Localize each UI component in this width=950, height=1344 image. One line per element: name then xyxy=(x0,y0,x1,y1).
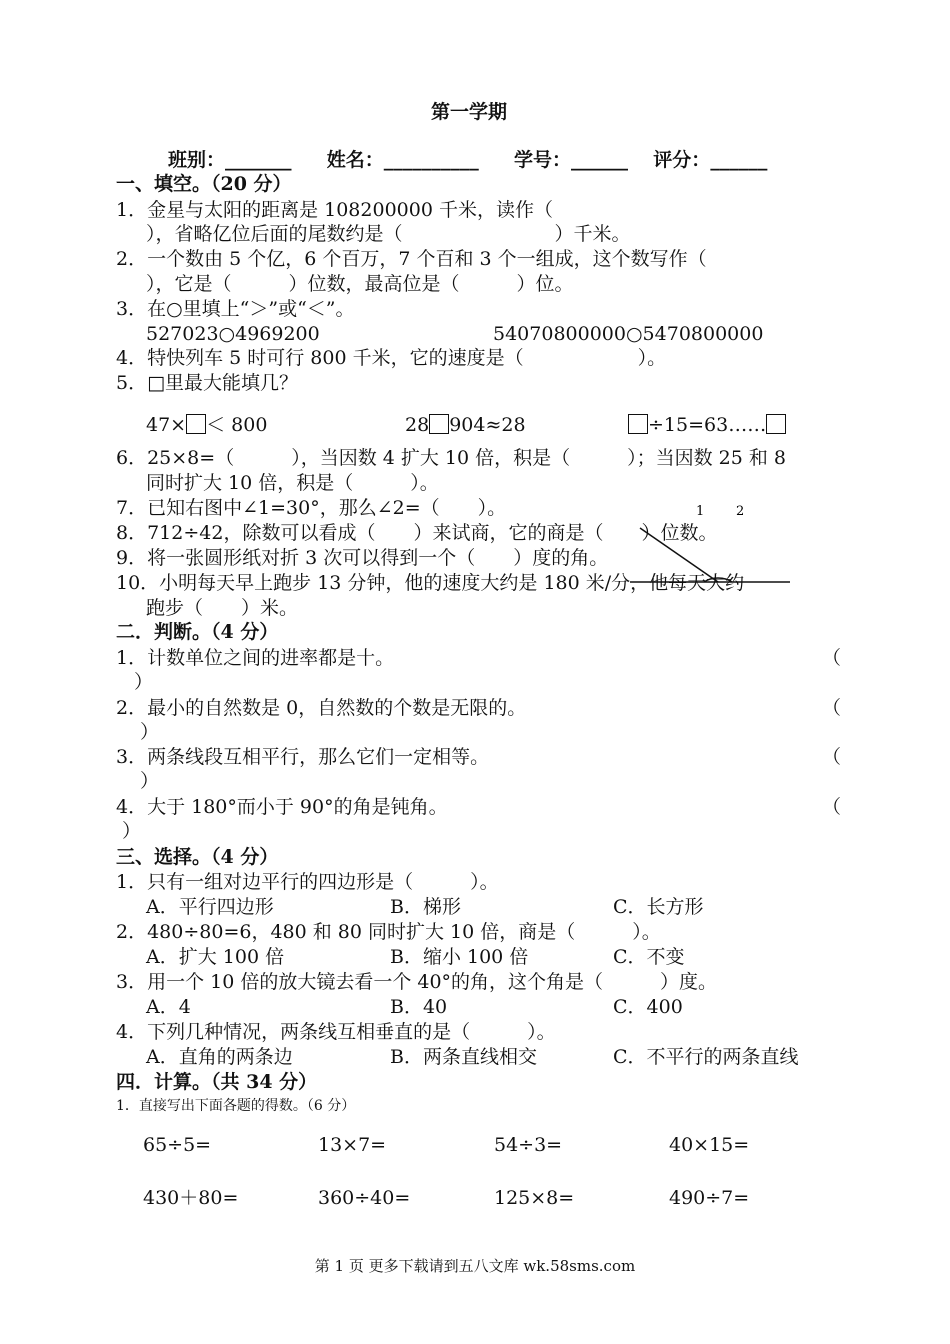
judge-q4-paren-open: （ xyxy=(822,796,842,818)
name-blank: __________ xyxy=(383,149,479,171)
judge-q3-paren-close: ） xyxy=(140,770,160,792)
fill-q2-line1: 2．一个数由 5 个亿，6 个百万，7 个百和 3 个一组成，这个数写作（ xyxy=(116,248,707,270)
calc-item: 54÷3= xyxy=(494,1134,563,1156)
fill-q1-line1: 1．金星与太阳的距离是 108200000 千米，读作（ xyxy=(116,199,553,221)
fill-q5-item-c xyxy=(628,413,786,438)
class-blank: _______ xyxy=(225,149,292,171)
choice-q4: 4．下列几种情况，两条线互相垂直的是（ ）。 xyxy=(116,1021,556,1043)
id-label: 学号： xyxy=(514,149,572,171)
answer-box xyxy=(429,414,449,434)
answer-box xyxy=(186,414,206,434)
fill-q2-line2: ），它是（ ）位数，最高位是（ ）位。 xyxy=(146,273,574,295)
choice-q2-a: A．扩大 100 倍 xyxy=(146,946,285,968)
judge-q4-paren-close: ） xyxy=(122,820,142,842)
calc-item: 65÷5= xyxy=(143,1134,212,1156)
judge-q1-paren-open: （ xyxy=(822,647,842,669)
fill-q3-right: 54070800000○5470800000 xyxy=(493,323,764,345)
q5b-left: 28 xyxy=(405,414,430,436)
judge-q1-paren-close: ） xyxy=(134,671,154,693)
fill-q3-left: 527023○4969200 xyxy=(146,323,320,345)
judge-q3-paren-open: （ xyxy=(822,746,842,768)
judge-q4: 4．大于 180°而小于 90°的角是钝角。 xyxy=(116,796,448,818)
q5c-mid: ÷15=63…… xyxy=(648,414,767,436)
angle-diagram xyxy=(630,500,790,590)
choice-q2: 2．480÷80=6，480 和 80 同时扩大 10 倍，商是（ ）。 xyxy=(116,921,661,943)
choice-q4-c: C．不平行的两条直线 xyxy=(613,1046,799,1068)
calc-item: 13×7= xyxy=(318,1134,387,1156)
page-footer: 第 1 页 更多下载请到五八文库 wk.58sms.com xyxy=(314,1257,636,1275)
judge-q2-paren-open: （ xyxy=(822,697,842,719)
fill-q9: 9．将一张圆形纸对折 3 次可以得到一个（ ）度的角。 xyxy=(116,547,609,569)
angle-slant-line xyxy=(640,528,718,582)
fill-q8: 8．712÷42，除数可以看成（ ）来试商，它的商是（ ）位数。 xyxy=(116,522,718,544)
choice-q3: 3．用一个 10 倍的放大镜去看一个 40°的角，这个角是（ ）度。 xyxy=(116,971,718,993)
class-label: 班别： xyxy=(168,149,226,171)
angle-label-1: 1 xyxy=(696,504,705,519)
answer-box xyxy=(766,414,786,434)
answer-box xyxy=(628,414,648,434)
judge-q3: 3．两条线段互相平行，那么它们一定相等。 xyxy=(116,746,490,768)
fill-q10-line1: 10．小明每天早上跑步 13 分钟，他的速度大约是 180 米/分，他每天大约 xyxy=(116,572,745,594)
page-title: 第一学期 xyxy=(431,101,508,123)
header-fields xyxy=(168,148,767,173)
choice-q1: 1．只有一组对边平行的四边形是（ ）。 xyxy=(116,871,499,893)
calc-item: 125×8= xyxy=(494,1187,575,1209)
section-calc-heading: 四．计算。（共 34 分） xyxy=(116,1071,318,1093)
calc-intro: 1．直接写出下面各题的得数。（6 分） xyxy=(116,1098,356,1114)
choice-q2-c: C．不变 xyxy=(613,946,685,968)
score-blank: ______ xyxy=(710,149,768,171)
choice-q4-a: A．直角的两条边 xyxy=(146,1046,293,1068)
calc-item: 490÷7= xyxy=(669,1187,750,1209)
fill-q7: 7．已知右图中∠1=30°，那么∠2=（ ）。 xyxy=(116,497,507,519)
section-choice-heading: 三、选择。（4 分） xyxy=(116,846,279,868)
fill-q4: 4．特快列车 5 时可行 800 千米，它的速度是（ ）。 xyxy=(116,347,667,369)
fill-q10-line2: 跑步（ ）米。 xyxy=(146,597,299,619)
judge-q1: 1．计数单位之间的进率都是十。 xyxy=(116,647,395,669)
choice-q3-b: B．40 xyxy=(390,996,448,1018)
q5b-right: 904≈28 xyxy=(449,414,526,436)
choice-q2-b: B．缩小 100 倍 xyxy=(390,946,529,968)
angle-label-2: 2 xyxy=(736,504,745,519)
fill-q6-line2: 同时扩大 10 倍，积是（ ）。 xyxy=(146,472,439,494)
calc-item: 430＋80= xyxy=(143,1187,239,1209)
fill-q1-line2: ），省略亿位后面的尾数约是（ ）千米。 xyxy=(146,223,631,245)
calc-item: 360÷40= xyxy=(318,1187,411,1209)
fill-q5-item-b xyxy=(405,413,526,438)
section-judge-heading: 二．判断。（4 分） xyxy=(116,621,279,643)
choice-q3-c: C．400 xyxy=(613,996,683,1018)
name-label: 姓名： xyxy=(326,149,384,171)
choice-q4-b: B．两条直线相交 xyxy=(390,1046,537,1068)
choice-q1-b: B．梯形 xyxy=(390,896,461,918)
fill-q6-line1: 6．25×8=（ ），当因数 4 扩大 10 倍，积是（ ）；当因数 25 和 8 xyxy=(116,447,787,469)
section-fill-heading: 一、填空。（20 分） xyxy=(116,173,292,195)
calc-item: 40×15= xyxy=(669,1134,750,1156)
judge-q2: 2．最小的自然数是 0，自然数的个数是无限的。 xyxy=(116,697,527,719)
fill-q5-item-a xyxy=(146,413,267,438)
judge-q2-paren-close: ） xyxy=(140,721,160,743)
choice-q1-c: C．长方形 xyxy=(613,896,704,918)
choice-q3-a: A．4 xyxy=(146,996,191,1018)
fill-q5: 5．□里最大能填几？ xyxy=(116,372,299,394)
score-label: 评分： xyxy=(653,149,711,171)
choice-q1-a: A．平行四边形 xyxy=(146,896,274,918)
q5a-right: ＜ 800 xyxy=(206,414,268,436)
fill-q3-line1: 3．在○里填上“＞”或“＜”。 xyxy=(116,298,355,320)
id-blank: ______ xyxy=(571,149,629,171)
q5a-left: 47× xyxy=(146,414,187,436)
